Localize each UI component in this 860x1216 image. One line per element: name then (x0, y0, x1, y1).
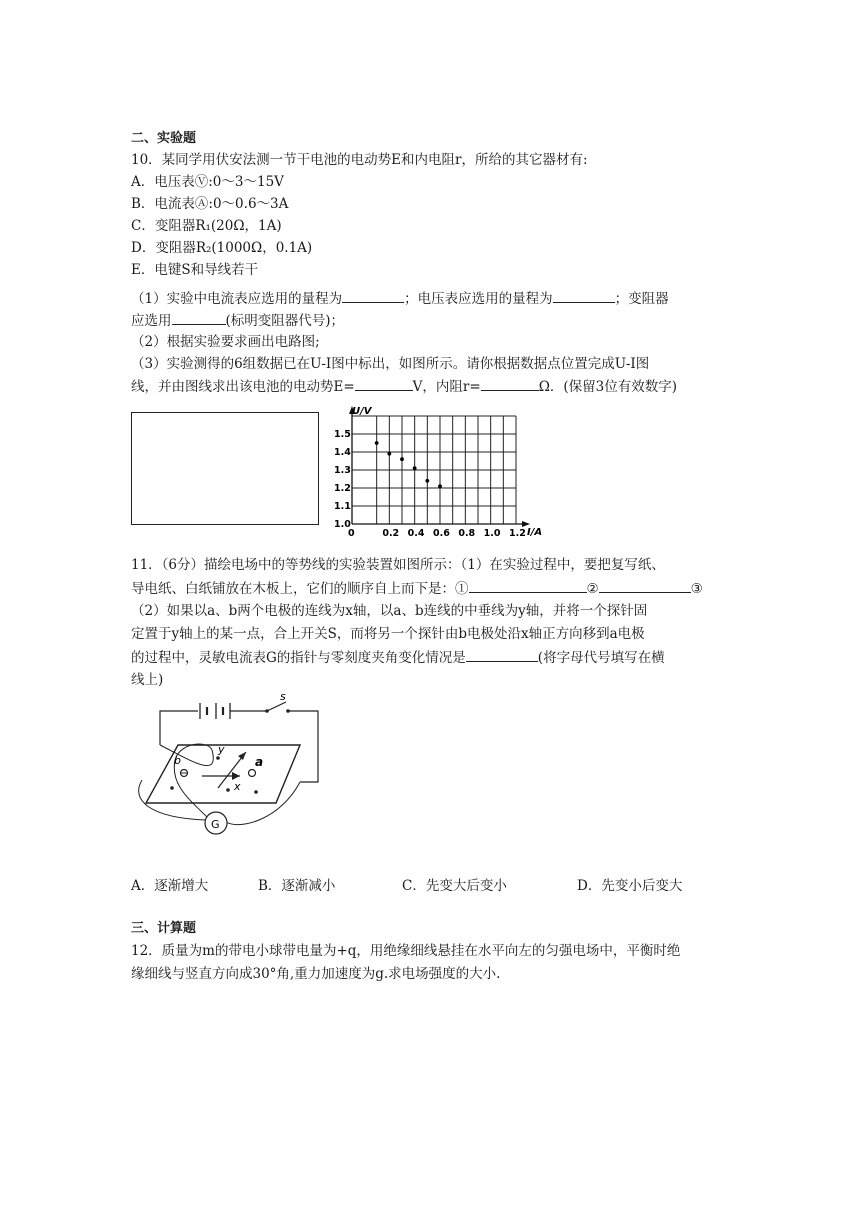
data-point (425, 479, 429, 483)
a-electrode-label: a (255, 755, 264, 769)
q11-option-c: C．先变大后变小 (402, 878, 507, 894)
answer-blank[interactable] (466, 648, 538, 662)
y-tick-label: 1.4 (334, 447, 351, 458)
y-axis-label: U/V (352, 406, 372, 417)
q11-option-d: D．先变小后变大 (577, 878, 683, 894)
q10-option-a: A．电压表Ⓥ:0～3～15V (131, 174, 284, 190)
circuit-diagram-box[interactable] (131, 412, 319, 525)
x-tick-label: 0.8 (458, 528, 476, 539)
electrode-a-icon (249, 770, 256, 777)
x-tick-label: 0.6 (433, 528, 450, 539)
q10-part1-text-d: 应选用 (131, 313, 172, 329)
data-point (387, 452, 391, 456)
x-tick-label: 0 (348, 528, 355, 539)
arrowhead-icon (238, 752, 246, 760)
q11-line4: 定置于y轴上的某一点，合上开关S，而将另一个探针由b电极处沿x轴正方向移到a电极 (131, 626, 645, 642)
q12-line2: 缘细线与竖直方向成30°角,重力加速度为g.求电场强度的大小. (131, 966, 501, 982)
section-heading-experiment: 二、实验题 (131, 131, 197, 146)
galvanometer-label: G (211, 818, 220, 831)
q10-part3-text-c: V，内阻r= (412, 379, 481, 395)
x-tick-label: 0.2 (382, 528, 400, 539)
q10-part1-text-a: （1）实验中电流表应选用的量程为 (131, 291, 343, 307)
q10-part2: （2）根据实验要求画出电路图; (131, 334, 320, 350)
layer1-blank[interactable] (469, 579, 587, 593)
data-point (400, 457, 404, 461)
x-tick-label: 0.4 (407, 528, 425, 539)
q11-line6: 线上) (131, 672, 164, 688)
q11-text-2b: ② (586, 581, 599, 597)
arrowhead-icon (232, 772, 240, 780)
q10-part3-line2 (131, 377, 677, 396)
y-tick-label: 1.3 (334, 465, 351, 476)
data-point (375, 441, 379, 445)
q10-part1-line1 (131, 289, 669, 308)
layer2-blank[interactable] (599, 579, 691, 593)
q10-option-e: E．电键S和导线若干 (131, 262, 259, 278)
q11-text-2c: ③ (690, 581, 703, 597)
circuit-wire (160, 711, 318, 782)
y-axis-letter: y (218, 743, 225, 756)
chart-grid (352, 416, 516, 524)
x-tick-label: 1.0 (483, 528, 501, 539)
probe-wire (160, 744, 213, 818)
marker-dot (254, 790, 258, 794)
y-tick-label: 1.1 (334, 501, 351, 512)
q10-part1-text-c: ；变阻器 (614, 291, 669, 307)
emf-blank[interactable] (355, 377, 413, 391)
q10-option-c: C．变阻器R₁(20Ω，1A) (131, 218, 282, 234)
q11-line2 (131, 579, 703, 598)
battery-icon (200, 703, 230, 719)
q10-option-b: B．电流表Ⓐ:0～0.6～3A (131, 196, 289, 212)
chart-points (375, 441, 442, 488)
ammeter-range-blank[interactable] (342, 289, 404, 303)
chart-ticks (334, 429, 526, 539)
x-tick-label: 1.2 (509, 528, 526, 539)
equipotential-apparatus-diagram (130, 690, 330, 838)
q10-part3-text-d: Ω．(保留3位有效数字) (538, 379, 678, 395)
q11-text-5a: 的过程中，灵敏电流表G的指针与零刻度夹角变化情况是 (131, 650, 466, 666)
x-axis-letter: x (234, 780, 241, 793)
q11-line1: 11．（6分）描绘电场中的等势线的实验装置如图所示：（1）在实验过程中，要把复写纸、 (131, 557, 665, 573)
y-tick-label: 1.0 (334, 519, 351, 530)
q11-line5 (131, 648, 665, 667)
q10-part1-line2 (131, 311, 344, 330)
q11-line3: （2）如果以a、b两个电极的连线为x轴，以a、b连线的中垂线为y轴，并将一个探针固 (131, 603, 648, 619)
data-point (438, 484, 442, 488)
q10-option-d: D．变阻器R₂(1000Ω，0.1A) (131, 240, 313, 256)
marker-dot (226, 788, 230, 792)
y-tick-label: 1.2 (334, 483, 351, 494)
q10-stem: 10．某同学用伏安法测一节干电池的电动势E和内电阻r，所给的其它器材有: (131, 152, 588, 168)
rheostat-choice-blank[interactable] (172, 311, 226, 325)
marker-dot (216, 756, 220, 760)
x-axis-label: I/A (527, 527, 543, 538)
u-i-chart (322, 404, 552, 540)
q11-option-b: B．逐渐减小 (258, 878, 336, 894)
q12-line1: 12．质量为m的带电小球带电量为+q，用绝缘细线悬挂在水平向左的匀强电场中，平衡时绝 (131, 943, 681, 959)
q11-text-2a: 导电纸、白纸铺放在木板上，它们的顺序自上而下是：① (131, 581, 469, 597)
marker-dot (170, 786, 174, 790)
switch-icon (265, 702, 290, 713)
q10-part1-text-b: ；电压表应选用的量程为 (404, 291, 553, 307)
q11-text-5b: (将字母代号填写在横 (537, 650, 665, 666)
q11-option-a: A．逐渐增大 (131, 878, 209, 894)
electrode-b-icon (181, 770, 188, 777)
internal-resistance-blank[interactable] (481, 377, 539, 391)
section-heading-calculation: 三、计算题 (131, 921, 197, 936)
data-point (413, 466, 417, 470)
q10-part3-text-b: 线，并由图线求出该电池的电动势E= (131, 379, 355, 395)
switch-label: s (280, 690, 286, 703)
b-electrode-label: b (174, 754, 181, 767)
y-tick-label: 1.5 (334, 429, 351, 440)
q10-part3-line1: （3）实验测得的6组数据已在U-I图中标出，如图所示。请你根据数据点位置完成U-I图 (131, 356, 650, 372)
probe-wire (139, 780, 206, 820)
voltmeter-range-blank[interactable] (553, 289, 615, 303)
q10-part1-text-e: (标明变阻器代号)； (225, 313, 345, 329)
